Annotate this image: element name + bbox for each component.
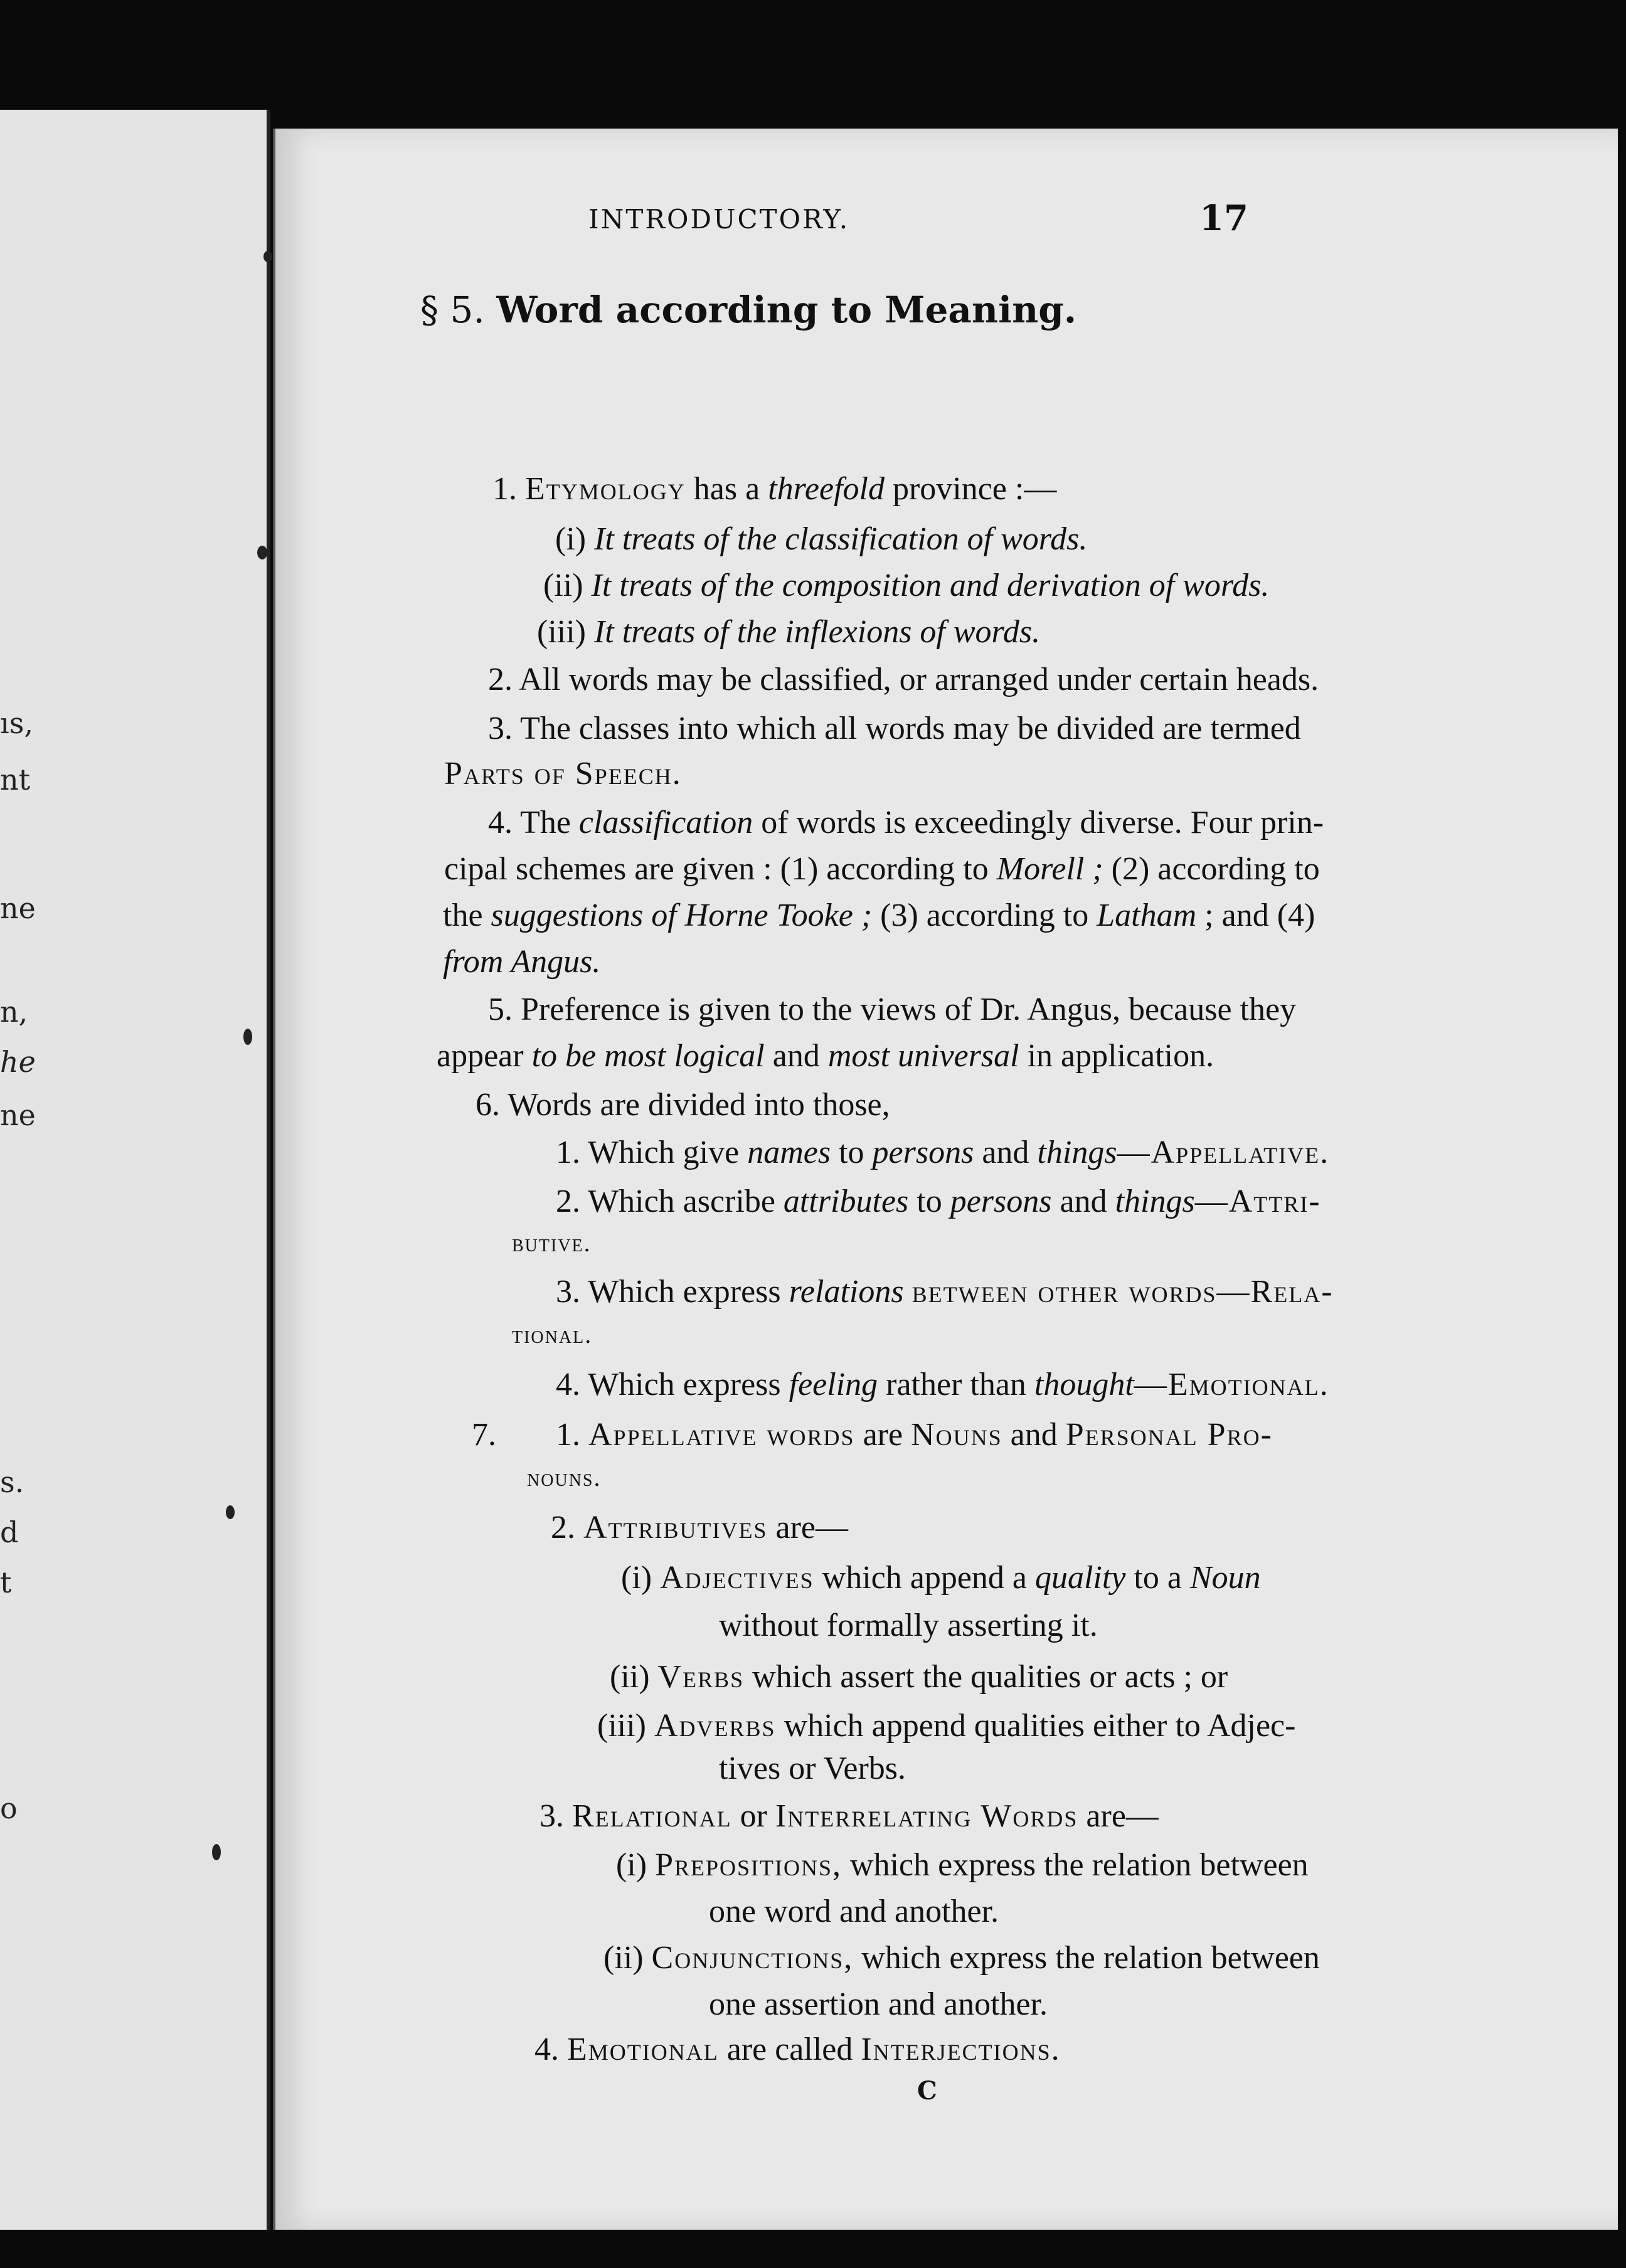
- item-number: (i): [555, 521, 587, 557]
- signature-mark: C: [917, 2076, 937, 2106]
- binding-mark: [226, 1505, 235, 1519]
- item-text: It treats of the composition and derivation of words.: [591, 568, 1270, 603]
- emphasis: thought: [1034, 1367, 1134, 1402]
- term: Etymology: [525, 471, 686, 507]
- text: are—: [1086, 1798, 1159, 1834]
- emphasis: suggestions of Horne Tooke ;: [491, 898, 873, 933]
- item-number: 2.: [556, 1184, 580, 1219]
- paragraph-line: [488, 990, 1296, 1030]
- term: Nouns: [911, 1417, 1002, 1453]
- text: Which express: [588, 1274, 781, 1310]
- term: Conjunctions,: [651, 1940, 854, 1976]
- item-text: It treats of the inflexions of words.: [593, 614, 1041, 650]
- list-item: [539, 1796, 1159, 1836]
- item-number: 1.: [556, 1135, 580, 1170]
- text: (2) according to: [1111, 851, 1320, 887]
- text: rather than: [886, 1367, 1026, 1402]
- emphasis: attributes: [783, 1184, 909, 1219]
- paragraph-line: [444, 849, 1320, 889]
- list-item: [556, 1182, 1321, 1222]
- text: are—: [775, 1510, 849, 1545]
- term: —Emotional.: [1134, 1367, 1329, 1402]
- text: which express the relation between: [861, 1940, 1320, 1976]
- margin-fragment: o: [0, 1791, 18, 1825]
- text: appear: [437, 1038, 524, 1074]
- text: Preference is given to the views of Dr. Angus, because they: [521, 992, 1297, 1027]
- list-item-continuation: nouns.: [527, 1463, 602, 1492]
- paragraph-line: [488, 660, 1319, 700]
- emphasis: classification: [578, 805, 753, 840]
- list-item-continuation: butive.: [512, 1229, 592, 1257]
- margin-fragment: nt: [0, 763, 31, 797]
- text: or: [740, 1798, 767, 1834]
- list-item-continuation: tives or Verbs.: [719, 1751, 906, 1786]
- term: Appellative words: [588, 1417, 855, 1453]
- item-number: (iii): [597, 1708, 646, 1744]
- paragraph-line: [443, 896, 1315, 936]
- paragraph-line: [437, 1036, 1214, 1076]
- text: to: [917, 1184, 942, 1219]
- text: the: [443, 898, 483, 933]
- text: and: [772, 1038, 820, 1074]
- item-number: (iii): [537, 614, 586, 650]
- binding-mark: [243, 1029, 252, 1045]
- list-item: [537, 612, 1040, 652]
- list-item: [603, 1938, 1320, 1978]
- text: Words are divided into those,: [507, 1087, 890, 1123]
- term: Adjectives: [660, 1560, 814, 1596]
- paragraph-line: from Angus.: [443, 944, 601, 980]
- text: The: [520, 805, 571, 840]
- paragraph-number: 2.: [488, 662, 513, 697]
- term: —Appellative.: [1117, 1135, 1330, 1170]
- emphasis: names: [747, 1135, 831, 1170]
- margin-fragment: n,: [0, 995, 28, 1029]
- item-number: (ii): [610, 1659, 650, 1695]
- text: ; and (4): [1204, 898, 1315, 933]
- margin-fragment: he: [0, 1045, 36, 1079]
- emphasis: relations: [789, 1274, 904, 1310]
- term: Relational: [572, 1798, 732, 1834]
- text: between other words—Rela-: [911, 1274, 1334, 1310]
- list-item: [543, 566, 1269, 606]
- emphasis: feeling: [789, 1367, 878, 1402]
- margin-fragment: ne: [0, 891, 36, 925]
- list-item-continuation: one word and another.: [709, 1894, 999, 1929]
- margin-fragment: ne: [0, 1098, 36, 1132]
- list-item: [534, 2030, 1061, 2070]
- text: which assert the qualities or acts ; or: [752, 1659, 1228, 1695]
- binding-mark: [257, 546, 267, 559]
- text: Which ascribe: [588, 1184, 775, 1219]
- item-number: 2.: [551, 1510, 575, 1545]
- emphasis: quality: [1034, 1560, 1126, 1596]
- binding-mark: [212, 1844, 221, 1860]
- term: Verbs: [657, 1659, 745, 1695]
- list-item: [556, 1365, 1329, 1405]
- list-item-continuation: one assertion and another.: [709, 1986, 1048, 2022]
- paragraph-line: [492, 469, 1056, 509]
- emphasis: threefold: [768, 471, 885, 507]
- margin-fragment: t: [0, 1566, 12, 1599]
- paragraph-number: 7.: [472, 1417, 496, 1453]
- text: cipal schemes are given : (1) according to: [444, 851, 989, 887]
- paragraph-number: 6.: [476, 1087, 500, 1123]
- list-item: [616, 1845, 1309, 1885]
- paragraph-line: [488, 803, 1324, 843]
- item-number: 4.: [556, 1367, 580, 1402]
- list-item: [621, 1558, 1261, 1598]
- section-heading: [420, 289, 1076, 331]
- item-number: (i): [621, 1560, 652, 1596]
- text: to a: [1134, 1560, 1182, 1596]
- text: in application.: [1027, 1038, 1214, 1074]
- text: has a: [693, 471, 760, 507]
- list-item: [610, 1657, 1228, 1697]
- margin-fragment: d: [0, 1515, 19, 1549]
- section-mark: § 5.: [420, 289, 485, 331]
- binding-mark: [263, 251, 272, 262]
- item-number: 4.: [534, 2032, 559, 2067]
- emphasis: Morell ;: [996, 851, 1103, 887]
- emphasis: things: [1037, 1135, 1117, 1170]
- item-number: (i): [616, 1847, 647, 1883]
- list-item: [551, 1508, 848, 1548]
- page-number: 17: [1199, 198, 1248, 239]
- text: are: [863, 1417, 903, 1453]
- text: to: [839, 1135, 864, 1170]
- margin-fragment: ıs,: [0, 706, 33, 740]
- term: Interjections.: [861, 2032, 1061, 2067]
- emphasis: persons: [872, 1135, 974, 1170]
- emphasis: persons: [950, 1184, 1052, 1219]
- term: Adverbs: [654, 1708, 776, 1744]
- term: Prepositions,: [655, 1847, 842, 1883]
- text: are called: [726, 2032, 853, 2067]
- text: Which express: [588, 1367, 781, 1402]
- paragraph-number: 1.: [492, 471, 517, 507]
- list-item: [556, 1415, 1273, 1455]
- item-number: 3.: [556, 1274, 580, 1310]
- text: Which give: [588, 1135, 740, 1170]
- term: Personal Pro-: [1065, 1417, 1273, 1453]
- paragraph-number: 3.: [488, 711, 513, 746]
- text: (3) according to: [880, 898, 1089, 933]
- text: All words may be classified, or arranged under certain heads.: [519, 662, 1319, 697]
- term: Emotional: [567, 2032, 719, 2067]
- item-number: (ii): [603, 1940, 644, 1976]
- list-item-continuation: without formally asserting it.: [719, 1608, 1098, 1643]
- emphasis: things: [1115, 1184, 1195, 1219]
- list-item: [556, 1272, 1334, 1312]
- paragraph-number: 4.: [488, 805, 513, 840]
- running-head: INTRODUCTORY.: [588, 204, 850, 235]
- list-item-continuation: tional.: [512, 1320, 593, 1349]
- text: which express the relation between: [850, 1847, 1309, 1883]
- section-title: Word according to Meaning.: [496, 289, 1077, 331]
- text: which append qualities either to Adjec-: [784, 1708, 1296, 1744]
- list-item: [555, 519, 1087, 559]
- term: —Attri-: [1194, 1184, 1321, 1219]
- margin-fragment: s.: [0, 1465, 24, 1499]
- paragraph-line: [488, 709, 1301, 749]
- term: Attributives: [583, 1510, 768, 1545]
- emphasis: most universal: [827, 1038, 1019, 1074]
- text: and: [982, 1135, 1029, 1170]
- text: which append a: [822, 1560, 1027, 1596]
- term: Interrelating Words: [775, 1798, 1078, 1834]
- item-text: It treats of the classification of words.: [594, 521, 1088, 557]
- paragraph-line: [476, 1085, 890, 1125]
- paragraph-line: [472, 1415, 496, 1455]
- text: The classes into which all words may be divided are termed: [520, 711, 1301, 746]
- text: of words is exceedingly diverse. Four prin-: [761, 805, 1324, 840]
- emphasis: to be most logical: [531, 1038, 765, 1074]
- paragraph-line: Parts of Speech.: [444, 756, 682, 792]
- item-number: (ii): [543, 568, 583, 603]
- item-number: 1.: [556, 1417, 580, 1453]
- item-number: 3.: [539, 1798, 564, 1834]
- text: and: [1060, 1184, 1107, 1219]
- emphasis: Noun: [1189, 1560, 1261, 1596]
- list-item: [556, 1133, 1329, 1173]
- emphasis: Latham: [1097, 898, 1197, 933]
- list-item: [597, 1706, 1295, 1746]
- text: and: [1010, 1417, 1058, 1453]
- facing-page: [0, 110, 270, 2230]
- paragraph-number: 5.: [488, 992, 513, 1027]
- text: province :—: [892, 471, 1057, 507]
